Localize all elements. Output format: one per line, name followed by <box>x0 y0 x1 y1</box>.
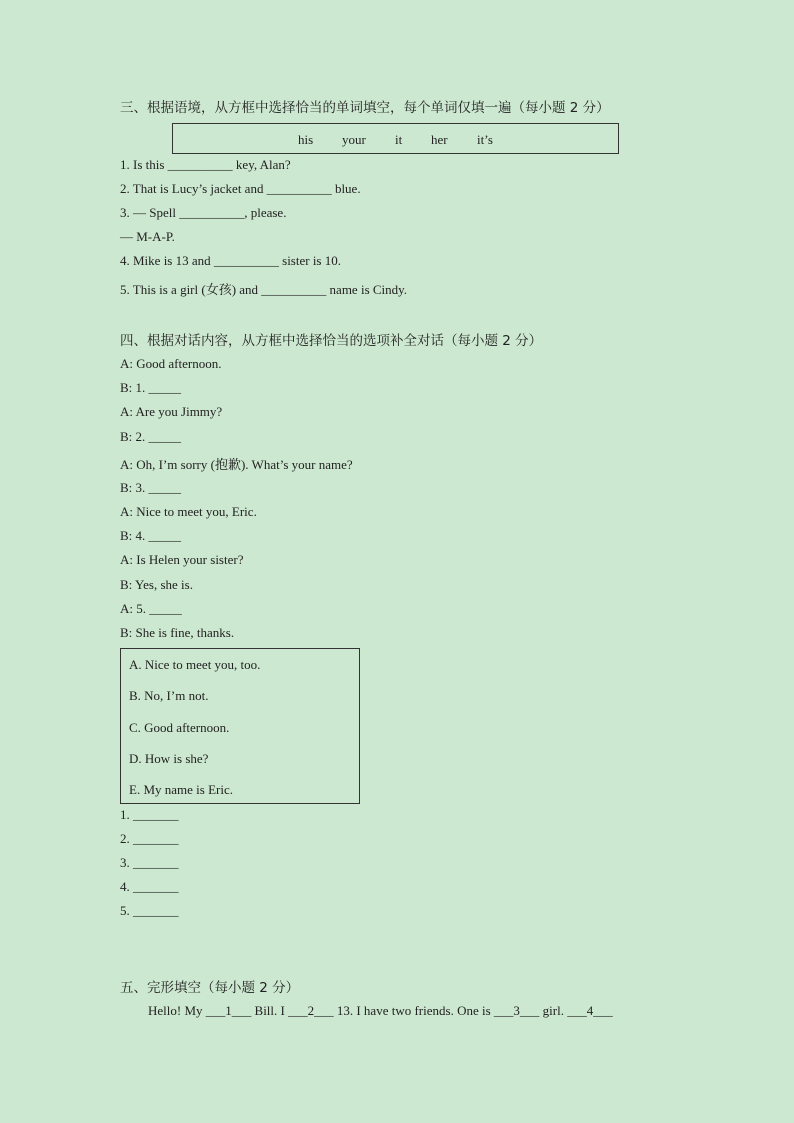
word-option: it’s <box>477 132 493 147</box>
question-item: 5. This is a girl (女孩) and __________ name is Cindy. <box>120 282 408 297</box>
word-option: her <box>431 132 448 147</box>
dialogue-line: A: 5. _____ <box>120 601 182 616</box>
cloze-passage: Hello! My ___1___ Bill. I ___2___ 13. I have two friends. One is ___3___ girl. ___4___ <box>148 1003 613 1018</box>
dialogue-line: B: 2. _____ <box>120 429 182 444</box>
section3-heading: 三、根据语境，从方框中选择恰当的单词填空，每个单词仅填一遍（每小题 2 分） <box>120 100 610 116</box>
dialogue-line: B: 3. _____ <box>120 480 182 495</box>
question-item: 1. Is this __________ key, Alan? <box>120 157 291 172</box>
option-item: B. No, I’m not. <box>129 688 209 703</box>
dialogue-line: A: Oh, I’m sorry (抱歉). What’s your name? <box>120 457 353 472</box>
section5-heading: 五、完形填空（每小题 2 分） <box>120 980 300 996</box>
word-box <box>172 123 619 154</box>
answer-blank: 4. _______ <box>120 879 179 894</box>
dialogue-line: B: 4. _____ <box>120 528 182 543</box>
answer-blank: 2. _______ <box>120 831 179 846</box>
dialogue-line: A: Is Helen your sister? <box>120 552 244 567</box>
dialogue-line: B: Yes, she is. <box>120 577 193 592</box>
word-option: his <box>298 132 314 147</box>
dialogue-line: B: 1. _____ <box>120 380 182 395</box>
question-item: 3. — Spell __________, please. <box>120 205 287 220</box>
word-option: your <box>342 132 366 147</box>
dialogue-line: A: Are you Jimmy? <box>120 404 223 419</box>
question-item: — M-A-P. <box>120 229 175 244</box>
dialogue-line: B: She is fine, thanks. <box>120 625 235 640</box>
dialogue-line: A: Nice to meet you, Eric. <box>120 504 257 519</box>
option-item: A. Nice to meet you, too. <box>129 657 261 672</box>
answer-blank: 1. _______ <box>120 807 179 822</box>
options-box <box>120 648 360 804</box>
answer-blank: 3. _______ <box>120 855 179 870</box>
option-item: E. My name is Eric. <box>129 782 233 797</box>
question-item: 4. Mike is 13 and __________ sister is 10. <box>120 253 341 268</box>
section4-heading: 四、根据对话内容，从方框中选择恰当的选项补全对话（每小题 2 分） <box>120 333 543 349</box>
option-item: C. Good afternoon. <box>129 720 230 735</box>
question-item: 2. That is Lucy’s jacket and __________ blue. <box>120 181 361 196</box>
option-item: D. How is she? <box>129 751 209 766</box>
answer-blank: 5. _______ <box>120 903 179 918</box>
word-option: it <box>395 132 403 147</box>
dialogue-line: A: Good afternoon. <box>120 356 222 371</box>
